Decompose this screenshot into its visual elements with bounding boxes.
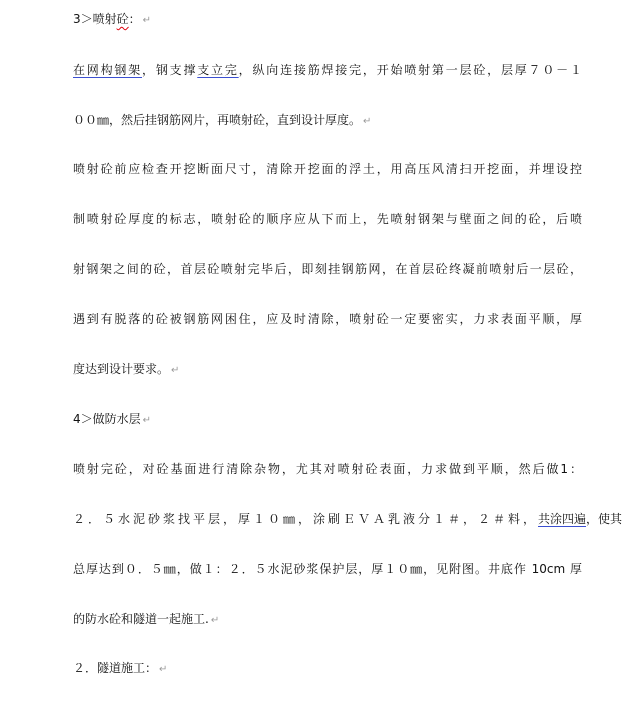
para2-line3: 射钢架之间的砼，首层砼喷射完毕后，即刻挂钢筋网，在首层砼终凝前喷射后一层砼， [73,262,582,276]
section-2-heading [73,660,582,678]
paragraph-mark: ↵ [142,415,152,426]
paragraph-mark: ↵ [171,365,180,376]
para1-line1 [73,62,582,78]
text-run: ００㎜，然后挂钢筋网片，再喷射砼，直到设计厚度。 [73,113,362,127]
para3-line1: 喷射完砼，对砼基面进行清除杂物，尤其对喷射砼表面，力求做到平顺，然后做1： [73,462,582,476]
section-4-heading [73,411,582,429]
text-run: ，纵向连接筋焊接完，开始喷射第一层砼，层厚７０－１ [238,63,582,77]
para3-line3: 总厚达到０．５㎜，做１：２．５水泥砂浆保护层，厚１０㎜，见附图。井底作 10cm 厚 [73,562,582,576]
para2-line4: 遇到有脱落的砼被钢筋网困住，应及时清除，喷射砼一定要密实，力求表面平顺，厚 [73,312,582,326]
para2-line1: 喷射砼前应检查开挖断面尺寸，清除开挖面的浮土，用高压风清扫开挖面，并埋设控 [73,162,582,176]
heading-text: ２．隧道施工： [73,661,158,675]
heading-text: 4＞做防水层 [73,412,141,426]
hyperlink-text[interactable]: 在网构钢架 [73,63,143,77]
para3-line4 [73,611,582,629]
paragraph-mark: ↵ [159,664,168,675]
text-run: 度达到设计要求。 [73,362,170,376]
hyperlink-text[interactable]: 共涂四遍 [538,512,587,526]
text-run: ２．５水泥砂浆找平层，厚１０㎜，涂刷ＥＶＡ乳液分１＃，２＃料， [73,512,539,526]
text-run: ，使其 [586,512,623,526]
text-run: 的防水砼和隧道一起施工. [73,612,209,626]
section-3-heading [73,11,582,29]
para1-line2 [73,112,582,130]
hyperlink-text[interactable]: 支立完 [197,63,239,77]
para2-line5 [73,361,582,379]
text-run: ，钢支撑 [142,63,198,77]
para2-line2: 制喷射砼厚度的标志，喷射砼的顺序应从下而上，先喷射钢架与壁面之间的砼，后喷 [73,212,582,226]
paragraph-mark: ↵ [210,615,220,626]
heading-text: 3＞喷射砼： [73,12,141,26]
paragraph-mark: ↵ [142,15,152,26]
para3-line2 [73,511,623,527]
paragraph-mark: ↵ [363,116,372,127]
